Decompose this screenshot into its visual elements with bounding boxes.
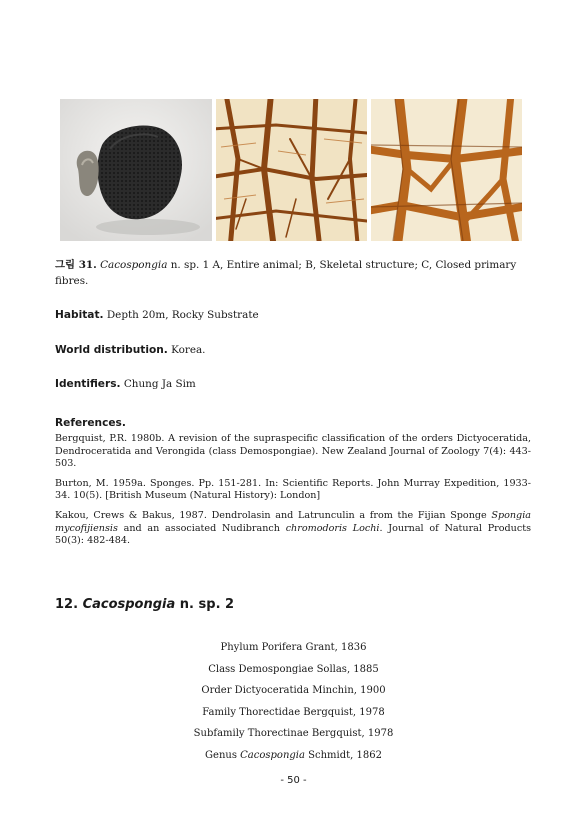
- section-rest: n. sp. 2: [175, 597, 235, 612]
- reference-text: Kakou, Crews & Bakus, 1987. Dendrolasin and Latrunculin a from the Fijian Sponge: [55, 509, 492, 521]
- reference-text: and an associated Nudibranch: [117, 522, 286, 534]
- reference-species: chromodoris Lochi: [285, 522, 380, 534]
- habitat-field: [55, 309, 259, 321]
- reference-text: . Journal of Natural Products 50(3): 482-484.: [55, 522, 531, 547]
- habitat-label: Habitat.: [55, 309, 104, 321]
- taxonomy-genus-name: Cacospongia: [240, 749, 305, 761]
- taxonomy-genus: [0, 745, 587, 767]
- world-distribution-field: [55, 344, 205, 356]
- reference-species: Spongia mycofijiensis: [55, 509, 531, 534]
- figure-31: [60, 99, 526, 241]
- reference-item: [55, 510, 531, 548]
- page-number: - 50 -: [280, 775, 307, 786]
- taxonomy-genus-prefix: Genus: [205, 749, 241, 761]
- identifiers-value: Chung Ja Sim: [120, 378, 196, 390]
- figure-panel-entire-animal: [60, 99, 212, 241]
- figure-caption-text: n. sp. 1 A, Entire animal; B, Skeletal structure; C, Closed primary fibres.: [55, 259, 517, 287]
- world-distribution-value: Korea.: [167, 344, 206, 356]
- figure-panel-primary-fibres: [371, 99, 522, 241]
- identifiers-label: Identifiers.: [55, 378, 121, 390]
- taxonomy-genus-author: Schmidt, 1862: [304, 749, 382, 761]
- figure-label: 그림 31.: [55, 259, 97, 271]
- section-title: [55, 597, 234, 612]
- figure-panel-skeletal-structure: [216, 99, 367, 241]
- taxonomy-subfamily: Subfamily Thorectinae Bergquist, 1978: [193, 728, 394, 739]
- world-distribution-label: World distribution.: [55, 344, 168, 356]
- taxonomy-phylum: Phylum Porifera Grant, 1836: [220, 642, 367, 653]
- section-number: 12.: [55, 597, 79, 612]
- taxonomy-order: Order Dictyoceratida Minchin, 1900: [201, 685, 386, 696]
- figure-caption: [55, 257, 531, 289]
- figure-genus: Cacospongia: [100, 259, 168, 271]
- references-list: [55, 433, 531, 555]
- section-genus: Cacospongia: [82, 597, 176, 612]
- identifiers-field: [55, 378, 196, 390]
- references-heading: References.: [55, 417, 126, 429]
- reference-item: Burton, M. 1959a. Sponges. Pp. 151-281. In: Scientific Reports. John Murray Expedition, 1933-34. 10(5). [British Museum (Natural History): London]: [55, 477, 531, 502]
- taxonomy-class: Class Demospongiae Sollas, 1885: [208, 663, 379, 675]
- taxonomy-family: Family Thorectidae Bergquist, 1978: [202, 706, 385, 718]
- reference-item: Bergquist, P.R. 1980b. A revision of the supraspecific classification of the orders Dictyoceratida, Dendroceratida and Verongida (class Demospongiae). New Zealand Journal of Zoology 7(4): 443-503.: [55, 433, 531, 470]
- taxonomy-block: [0, 637, 587, 766]
- habitat-value: Depth 20m, Rocky Substrate: [103, 309, 259, 321]
